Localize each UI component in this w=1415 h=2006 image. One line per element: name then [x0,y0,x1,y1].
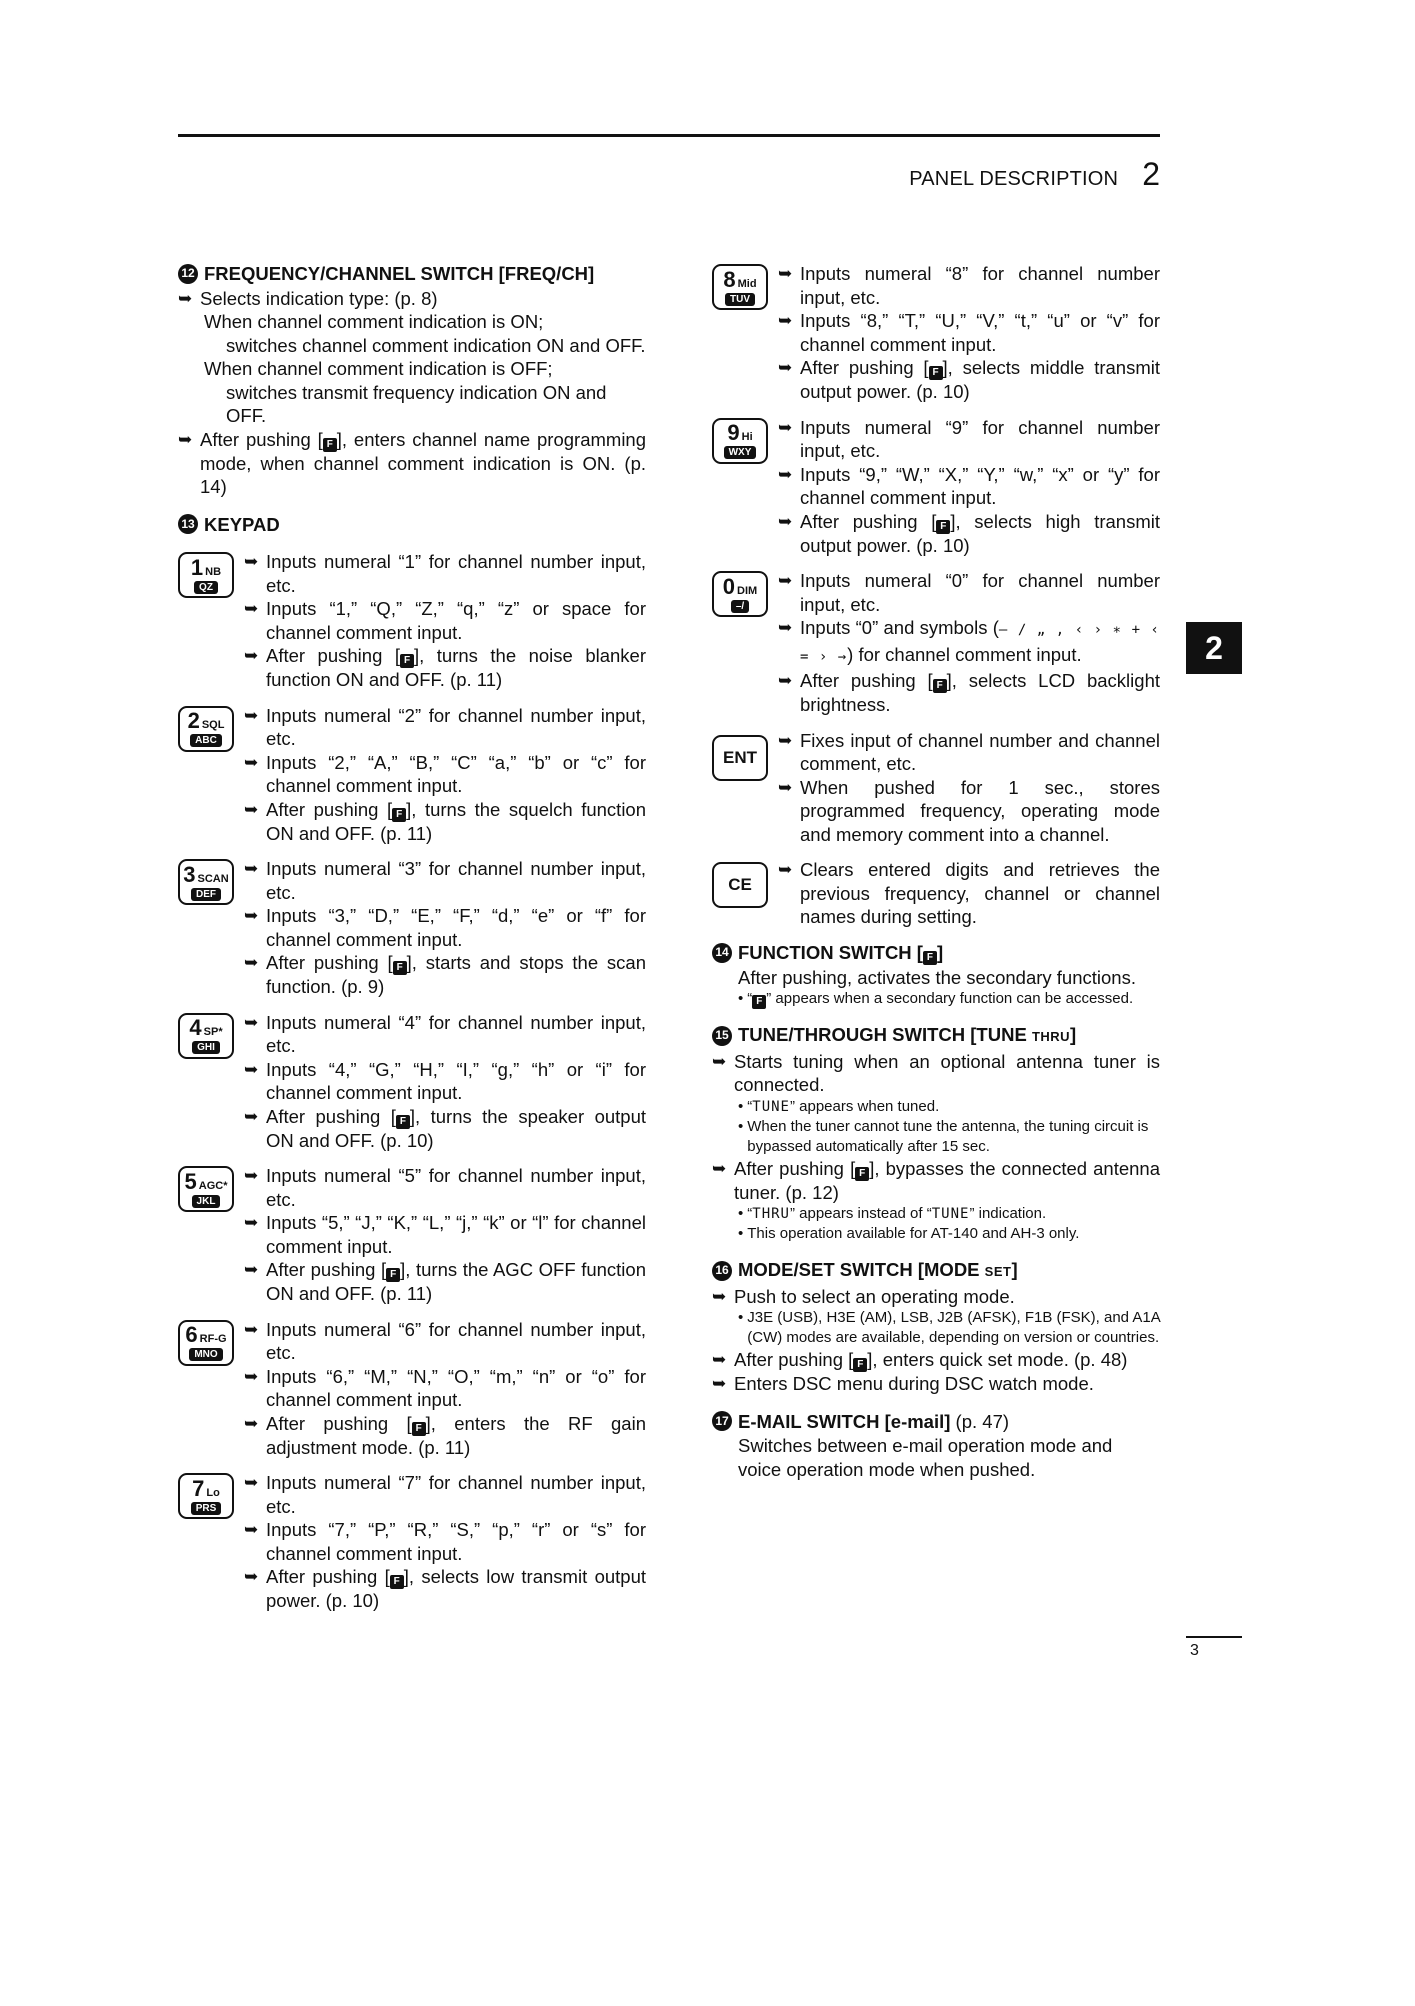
footer-rule [1186,1636,1242,1638]
section-14-title: 14 FUNCTION SWITCH [ F ] [712,941,1160,965]
bullet-line: ➥ After pushing [ F ], enters the RF gain adjustment mode. (p. 11) [244,1412,646,1458]
key-9-icon: 9 Hi WXY [712,418,768,464]
bullet-line: ➥ After pushing [ F ], enters quick set mode. (p. 48) [712,1349,1128,1370]
bullet-line: ➥ Inputs “2,” “A,” “B,” “C” “a,” “b” or “c” for channel comment input. [244,751,646,796]
text-line: switches transmit frequency indication ON and OFF. [226,381,607,426]
key-4-icon: 4 SP* GHI [178,1013,234,1059]
arrow-icon: ➥ [778,358,793,377]
ce-key-icon: CE [712,862,768,908]
arrow-icon: ➥ [244,906,259,925]
key-0-icon: 0 DIM –/ [712,571,768,617]
section-16 [712,1258,1160,1396]
function-key-icon: F [323,438,337,452]
note-line: • J3E (USB), H3E (AM), LSB, J2B (AFSK), F1B (FSK), and A1A (CW) modes are available, depending on version or countries. [738,1309,1160,1346]
section-15 [712,1023,1160,1244]
function-key-icon: F [929,366,943,380]
arrow-icon: ➥ [778,671,793,690]
bullet-line: ➥ Selects indication type: (p. 8) [178,287,438,309]
bullet-line: ➥ Inputs “7,” “P,” “R,” “S,” “p,” “r” or “s” for channel comment input. [244,1519,646,1564]
function-key-icon: F [933,679,947,693]
arrow-icon: ➥ [244,599,259,618]
bullet-line: ➥ After pushing [ F ], starts and stops the scan function. (p. 9) [244,952,647,997]
key-6-icon: 6 RF-G MNO [178,1320,234,1366]
bullet-line: ➥ Inputs numeral “7” for channel number input, etc. [244,1472,646,1517]
bullet-line: ➥ After pushing [ F ], enters channel name programming mode, when channel comment indication is ON. (p. 14) [178,428,647,497]
arrow-icon: ➥ [244,1319,259,1339]
bullet-line: ➥ Inputs “0” and symbols (— ∕ „ ‚ ‹ › ∗ + ‹ = › →) for channel comment input. [778,616,1160,669]
function-key-icon: F [923,951,937,965]
section-12-title: 12 FREQUENCY/CHANNEL SWITCH [FREQ/CH] [178,262,646,286]
text-line: Switches between e-mail operation mode and voice operation mode when pushed. [738,1435,1113,1480]
page-header [909,156,1160,193]
key-entry-ce [712,858,1160,929]
section-number-badge: 13 [178,514,198,534]
bullet-line: ➥ Inputs numeral “0” for channel number input, etc. [778,570,1160,615]
function-key-icon: F [752,995,766,1009]
bullet-line: ➥ Inputs numeral “9” for channel number input, etc. [778,416,1160,461]
key-2-icon: 2 SQL ABC [178,706,234,752]
arrow-icon: ➥ [778,571,793,590]
bullet-line: ➥ Inputs “5,” “J,” “K,” “L,” “j,” “k” or “l” for channel comment input. [244,1212,646,1257]
arrow-icon: ➥ [778,860,793,879]
section-12 [178,262,646,499]
arrow-icon: ➥ [244,552,259,571]
bullet-line: ➥ Inputs numeral “4” for channel number input, etc. [244,1011,646,1056]
note-line: • When the tuner cannot tune the antenna, the tuning circuit is bypassed automatically after 15 sec. [738,1117,1149,1155]
bullet-line: ➥ Inputs “8,” “T,” “U,” “V,” “t,” “u” or “v” for channel comment input. [778,310,1160,355]
section-number-badge: 12 [178,264,198,284]
function-key-icon: F [396,1115,410,1129]
bullet-line: ➥ After pushing [ F ], turns the noise blanker function ON and OFF. (p. 11) [244,645,646,690]
note-line: • “ F ” appears when a secondary function can be accessed. [738,990,1134,1007]
section-number-badge: 14 [712,943,732,963]
text-line: switches channel comment indication ON and OFF. [226,334,646,356]
bullet-line: ➥ Inputs “9,” “W,” “X,” “Y,” “w,” “x” or “y” for channel comment input. [778,463,1160,508]
bullet-line: ➥ Inputs numeral “8” for channel number input, etc. [778,263,1160,308]
arrow-icon: ➥ [244,646,259,665]
bullet-line: ➥ Inputs numeral “6” for channel number input, etc. [244,1318,646,1363]
arrow-icon: ➥ [244,1106,259,1126]
note-line: • “TUNE” appears when tuned. [738,1097,940,1115]
section-15-title: 15 TUNE/THROUGH SWITCH [TUNE THRU] [712,1023,1160,1049]
section-tab: 2 [1186,622,1242,674]
section-number-badge: 17 [712,1411,732,1431]
arrow-icon: ➥ [244,799,259,819]
arrow-icon: ➥ [712,1374,727,1393]
key-entry-0 [712,569,1160,717]
section-16-title: 16 MODE/SET SWITCH [MODE SET] [712,1258,1160,1284]
function-key-icon: F [412,1422,426,1436]
function-key-icon: F [936,520,950,534]
arrow-icon: ➥ [244,1260,259,1279]
bullet-line: ➥ After pushing [ F ], turns the AGC OFF function ON and OFF. (p. 11) [244,1259,646,1304]
key-entry-5 [178,1164,646,1306]
section-13-title: 13 KEYPAD [178,513,646,537]
bullet-line: ➥ Clears entered digits and retrieves the previous frequency, channel or channel names during setting. [778,859,1160,927]
bullet-line: ➥ After pushing [ F ], selects LCD backlight brightness. [778,670,1160,715]
bullet-line: ➥ Fixes input of channel number and channel comment, etc. [778,729,1160,774]
arrow-icon: ➥ [712,1158,727,1178]
function-key-icon: F [393,961,407,975]
key-entry-ent [712,729,1160,847]
bullet-line: ➥ After pushing [ F ], turns the speaker output ON and OFF. (p. 10) [244,1105,647,1151]
section-number-badge: 15 [712,1026,732,1046]
bullet-line: ➥ After pushing [ F ], turns the squelch function ON and OFF. (p. 11) [244,798,647,844]
bullet-line: ➥ Starts tuning when an optional antenna tuner is connected. [712,1050,1160,1095]
bullet-line: ➥ Inputs “3,” “D,” “E,” “F,” “d,” “e” or “f” for channel comment input. [244,905,646,950]
arrow-icon: ➥ [244,1520,259,1539]
arrow-icon: ➥ [778,730,793,750]
arrow-icon: ➥ [778,618,793,637]
left-column [178,262,646,1625]
bullet-line: ➥ Inputs numeral “2” for channel number input, etc. [244,704,646,749]
arrow-icon: ➥ [244,1213,259,1232]
bullet-line: ➥ Inputs “1,” “Q,” “Z,” “q,” “z” or space for channel comment input. [244,598,646,643]
function-key-icon: F [400,654,414,668]
arrow-icon: ➥ [778,511,793,531]
arrow-icon: ➥ [244,705,259,725]
key-7-icon: 7 Lo PRS [178,1473,234,1519]
bullet-line: ➥ After pushing [ F ], selects low transmit output power. (p. 10) [244,1566,646,1611]
bullet-line: ➥ Inputs numeral “1” for channel number input, etc. [244,551,646,596]
function-key-icon: F [855,1167,869,1181]
bullet-line: ➥ After pushing [ F ], selects middle transmit output power. (p. 10) [778,357,1160,402]
bullet-line: ➥ Inputs “6,” “M,” “N,” “O,” “m,” “n” or “o” for channel comment input. [244,1365,646,1410]
function-key-icon: F [386,1268,400,1282]
arrow-icon: ➥ [244,1059,259,1079]
key-entry-9 [712,416,1160,558]
bullet-line: ➥ After pushing [ F ], bypasses the connected antenna tuner. (p. 12) [712,1157,1160,1203]
key-3-icon: 3 SCAN DEF [178,859,234,905]
text-line: When channel comment indication is OFF; [204,358,553,379]
arrow-icon: ➥ [778,464,793,484]
function-key-icon: F [853,1358,867,1372]
arrow-icon: ➥ [244,1166,259,1185]
bullet-line: ➥ Enters DSC menu during DSC watch mode. [712,1373,1094,1394]
key-entry-4 [178,1011,646,1153]
arrow-icon: ➥ [244,1567,259,1586]
section-17 [712,1410,1160,1482]
arrow-icon: ➥ [244,859,259,878]
arrow-icon: ➥ [712,1350,727,1369]
text-line: After pushing, activates the secondary functions. [738,966,1136,988]
function-key-icon: F [392,808,406,822]
bullet-line: ➥ Inputs “4,” “G,” “H,” “I,” “g,” “h” or “i” for channel comment input. [244,1058,646,1103]
note-line: • “THRU” appears instead of “TUNE” indication. [738,1205,1047,1222]
arrow-icon: ➥ [712,1051,727,1071]
arrow-icon: ➥ [778,777,793,797]
ent-key-icon: ENT [712,735,768,781]
text-line: When channel comment indication is ON; [204,311,544,332]
header-title: PANEL DESCRIPTION [909,168,1119,190]
arrow-icon: ➥ [778,311,793,330]
arrow-icon: ➥ [244,752,259,772]
page-number: 3 [1190,1642,1199,1659]
arrow-icon: ➥ [244,1012,259,1032]
function-key-icon: F [390,1575,404,1589]
key-5-icon: 5 AGC* JKL [178,1166,234,1212]
bullet-line: ➥ Inputs numeral “3” for channel number input, etc. [244,858,646,903]
header-section-number: 2 [1142,156,1160,192]
key-entry-7 [178,1471,646,1613]
section-14 [712,941,1160,1010]
lcd-symbols: — ∕ „ ‚ ‹ › ∗ + ‹ = › → [800,622,1160,665]
header-rule [178,134,1160,137]
key-entry-1 [178,550,646,692]
arrow-icon: ➥ [178,288,193,308]
arrow-icon: ➥ [244,953,259,972]
arrow-icon: ➥ [778,264,793,283]
arrow-icon: ➥ [178,429,193,449]
section-17-title: 17 E-MAIL SWITCH [e-mail] (p. 47) [712,1410,1160,1434]
key-8-icon: 8 Mid TUV [712,264,768,310]
key-entry-8 [712,262,1160,404]
bullet-line: ➥ Push to select an operating mode. [712,1285,1015,1307]
arrow-icon: ➥ [244,1366,259,1386]
bullet-line: ➥ When pushed for 1 sec., stores programmed frequency, operating mode and memory comment into a channel. [778,776,1160,845]
key-1-icon: 1 NB QZ [178,552,234,598]
right-column [712,262,1160,1495]
bullet-line: ➥ After pushing [ F ], selects high transmit output power. (p. 10) [778,510,1160,556]
section-13 [178,513,646,537]
key-entry-2 [178,704,646,846]
key-entry-6 [178,1318,646,1460]
section-number-badge: 16 [712,1261,732,1281]
key-entry-3 [178,857,646,999]
arrow-icon: ➥ [778,417,793,437]
bullet-line: ➥ Inputs numeral “5” for channel number input, etc. [244,1165,646,1210]
arrow-icon: ➥ [244,1473,259,1492]
note-line: • This operation available for AT-140 and AH-3 only. [738,1225,1080,1242]
arrow-icon: ➥ [712,1286,727,1306]
arrow-icon: ➥ [244,1413,259,1433]
